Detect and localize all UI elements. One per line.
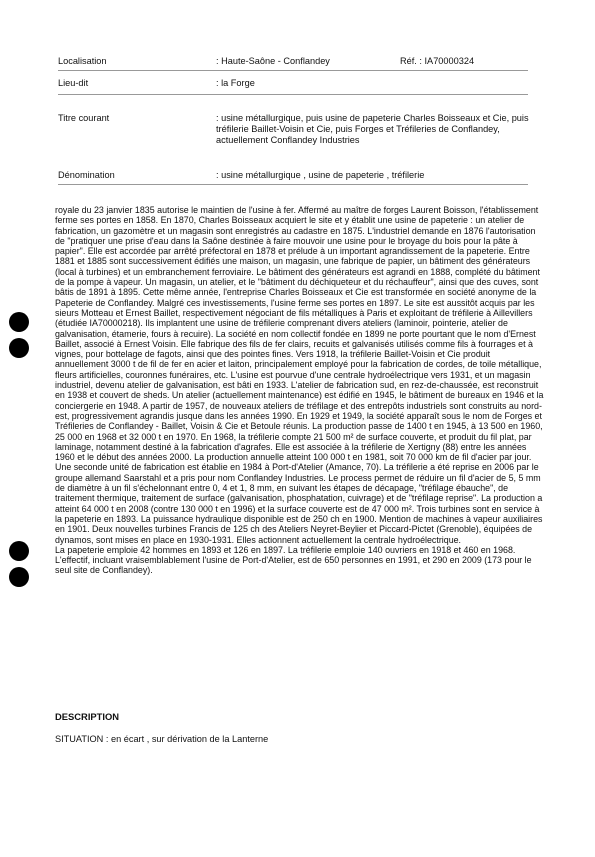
binder-hole-3 (9, 541, 29, 561)
lieudit-value: : la Forge (216, 78, 255, 88)
binder-hole-2 (9, 338, 29, 358)
lieudit-label: Lieu-dit (58, 78, 89, 88)
titre-courant-label: Titre courant (58, 113, 110, 123)
header-divider (58, 70, 528, 71)
titre-courant-value: : usine métallurgique, puis usine de papeterie Charles Boisseaux et Cie, puis tréfilerie Baillet-Voisin et Cie, puis Forges et Tréfileries de Conflandey, actuellement Conflandey Industries (216, 113, 529, 146)
binder-hole-4 (9, 567, 29, 587)
historique-paragraph-1: royale du 23 janvier 1835 autorise le maintien de l'usine à fer. Affermé au maître de forges Laurent Boisson, l'établissement ferme ses portes en 1858. En 1870, Charles Boisseaux acquiert le site et y établit une usine de papeterie : un atelier de fabrication, un gazomètre et un magasin sont enregistrés au cadastre en 1875. L'industriel demande en 1876 l'autorisation de "pratiquer une prise d'eau dans la Saône destinée à faire mouvoir une usine pour le broyage du bois pour la pâte à papier". Elle est accordée par arrêté préfectoral en 1878 et prélude à un important agrandissement de la papeterie. Entre 1881 et 1885 sont successivement édifiés une maison, un magasin, une fabrique de papier, un bâtiment des générateurs (local à turbines) et un embranchement ferroviaire. Le bâtiment des générateurs est agrandi en 1888, complété du bâtiment de la pompe à vapeur. Un magasin, un atelier, et le "bâtiment du déchiqueteur et du réchauffeur", ainsi que des cuves, sont bâtis de 1891 à 1895. Cette même année, l'entreprise Charles Boisseaux et Cie est transformée en société anonyme de la Papeterie de Conflandey. Malgré ces investissements, l'usine ferme ses portes en 1897. Le site est aussitôt acquis par les sieurs Motteau et Ernest Baillet, respectivement négociant de fils métalliques à Paris et exploitant de tréfilerie à Aillevillers (étudiée IA70000218). Ils implantent une usine de tréfilerie comprenant divers ateliers (laminoir, pointerie, atelier de galvanisation, étamerie, fours à recuire). La société en nom collectif fondée en 1899 ne porte pourtant que le nom d'Ernest Baillet, associé à Ernest Voisin. Elle fabrique des fils de fer clairs, recuits et galvanisés utilisés comme fils à fourrages et à vignes, pour bottelage de fagots, ainsi que des pointes fines. Vers 1918, la tréfilerie Baillet-Voisin et Cie produit annuellement 3000 t de fil de fer en acier et laiton, principalement employé pour la fabrication de cordes, de toile métallique, fleurs artificielles, couronnes funéraires, etc. L'usine est pourvue d'une centrale hydroélectrique vers 1931, et un magasin industriel, devenu atelier de galvanisation, est bâti en 1933. L'atelier de fabrication sud, en rez-de-chaussée, est reconstruit en 1938 et couvert de sheds. Un atelier (actuellement maintenance) est édifié en 1945, le bâtiment de bureaux en 1946 et la conciergerie en 1948. A partir de 1957, de nouveaux ateliers de tréfilage et des entrepôts industriels sont construits au nord-est, progressivement agrandis jusque dans les années 1990. En 1929 et 1949, la société apparaît sous le nom de Forges et Tréfileries de Conflandey - Baillet, Voisin & Cie et Betoule réunis. La production passe de 1400 t en 1945, à 13 500 en 1960, 25 000 en 1968 et 32 000 t en 1970. En 1968, la tréfilerie compte 21 500 m² de surface couverte, et produit du fil plat, par laminage, notamment destiné à la fabrication d'agrafes. Elle est associée à la tréfilerie de Xertigny (88) entre les années 1960 et le début des années 2000. La production annuelle atteint 100 000 t en 1981, soit 70 000 km de fil d'acier par jour. Une seconde unité de fabrication est établie en 1984 à Port-d'Atelier (Amance, 70). La tréfilerie a été reprise en 2006 par le groupe allemand Saarstahl et a pris pour nom Conflandey Industries. Le process permet de réduire un fil d'acier de 5, 5 mm de diamètre à un fil s'échelonnant entre 0, 4 et 1, 8 mm, en suivant les étapes de décapage, "tréfilage ébauche", de traitement thermique, traitement de surface (galvanisation, phosphatation, cuivrage) et de "tréfilage reprise". La production a atteint 64 000 t en 2008 (contre 130 000 t en 1996) et la surface couverte est de 47 000 m². Trois turbines sont en service à la papeterie en 1893. La puissance hydraulique disponible est de 250 ch en 1900. Mention de machines à vapeur auxiliaires en 1901. Deux nouvelles turbines Francis de 125 ch des Ateliers Neyret-Beylier et Piccard-Pictet (Grenoble), équipées de dynamos, sont mises en place en 1930-1931. Elles actionnent actuellement la centrale hydroélectrique. (55, 205, 544, 545)
historique-paragraph-2: La papeterie emploie 42 hommes en 1893 et 126 en 1897. La tréfilerie emploie 140 ouvriers en 1918 et 460 en 1968. L'effectif, incluant vraisemblablement l'usine de Port-d'Atelier, est de 650 personnes en 1991, et 290 en 2009 (173 pour le seul site de Conflandey). (55, 544, 532, 576)
localisation-label: Localisation (58, 56, 107, 66)
lieudit-divider (58, 94, 528, 95)
denomination-value: : usine métallurgique , usine de papeterie , tréfilerie (216, 170, 425, 180)
binder-hole-1 (9, 312, 29, 332)
denomination-label: Dénomination (58, 170, 115, 180)
description-heading: DESCRIPTION (55, 711, 120, 722)
denomination-divider (58, 184, 528, 185)
reference-number: Réf. : IA70000324 (400, 56, 475, 66)
situation-text: SITUATION : en écart , sur dérivation de la Lanterne (55, 734, 269, 744)
historique-text (55, 205, 545, 576)
localisation-value: : Haute-Saône - Conflandey (216, 56, 330, 66)
